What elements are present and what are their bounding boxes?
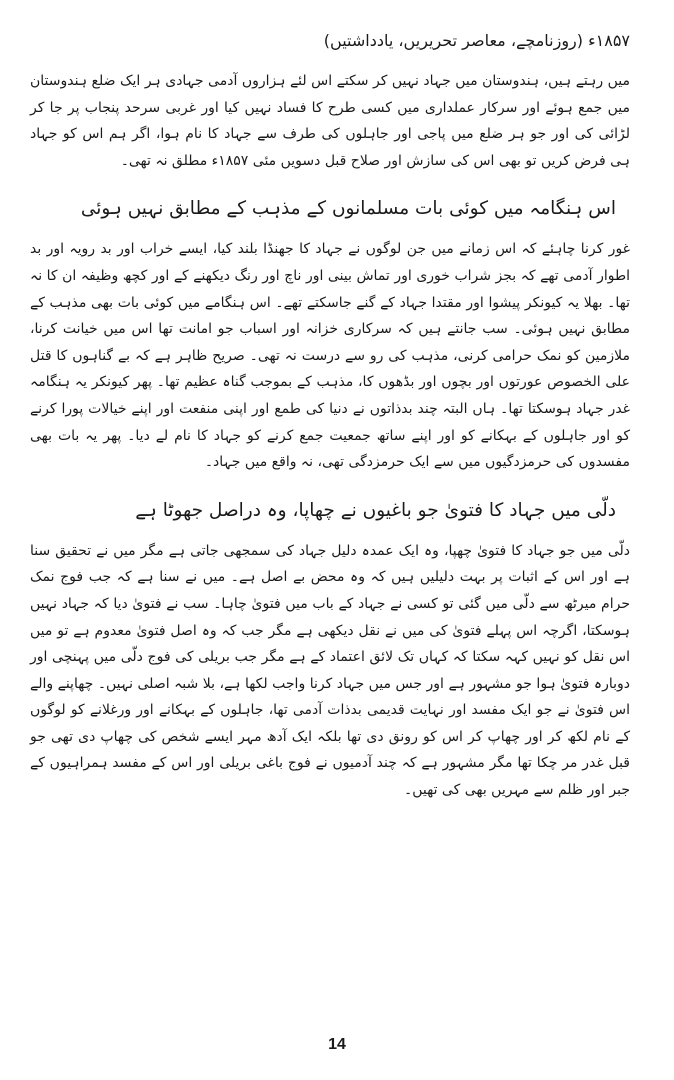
page-number: 14 bbox=[328, 1036, 346, 1053]
paragraph-intro: میں رہتے ہیں، ہندوستان میں جہاد نہیں کر سکتے اس لئے ہزاروں آدمی جہادی ہر ایک ضلع ہندوستان میں جمع ہوئے اور سرکار عملداری میں کسی طرح کا فساد نہیں کیا اور غربی سرحد پنجاب پر جا کر لڑائی کی اور جو ہر ضلع میں پاجی اور جاہلوں کی طرف سے جہاد کا نام ہوا، اگر ہم اس کو جہاد ہی فرض کریں تو بھی اس کی سازش اور صلاح قبل دسویں مئی ۱۸۵۷ء مطلق نہ تھی۔ bbox=[30, 73, 630, 169]
running-head: ۱۸۵۷ء (روزنامچے، معاصر تحریریں، یادداشتیں) bbox=[323, 31, 630, 50]
section-heading-2: دلّی میں جہاد کا فتویٰ جو باغیوں نے چھاپا، وہ دراصل جھوٹا ہے bbox=[135, 499, 616, 521]
paragraph-section-2: دلّی میں جو جہاد کا فتویٰ چھپا، وہ ایک عمدہ دلیل جہاد کی سمجھی جاتی ہے مگر میں نے تحقیق سنا ہے اور اس کے اثبات پر بہت دلیلیں ہیں کہ وہ محض بے اصل ہے۔ میں نے سنا ہے کہ جب فوج نمک حرام میرٹھ سے دلّی میں گئی تو کسی نے جہاد کے باب میں فتویٰ چاہا۔ سب نے فتویٰ دیا کہ جہاد نہیں ہوسکتا، اگرچہ اس پہلے فتویٰ کی میں نے نقل دیکھی ہے مگر جب کہ وہ اصل فتویٰ معدوم ہے تو میں اس نقل کو نہیں کہہ سکتا کہ کہاں تک لائق اعتماد کے ہے مگر جب بریلی کی فوج دلّی میں پہنچی اور دوبارہ فتویٰ ہوا جو مشہور ہے اور جس میں جہاد کرنا واجب لکھا ہے، بلا شبہ اصلی نہیں۔ چھاپنے والے اس فتویٰ نے جو ایک مفسد اور نہایت قدیمی بدذات آدمی تھا، جاہلوں کے بہکانے اور ورغلانے کو لوگوں کے نام لکھ کر اور چھاپ کر اس کو رونق دی تھا بلکہ ایک آدھ مہر ایسے شخص کی چھاپ دی تھی جو قبل غدر مر چکا تھا مگر مشہور ہے کہ چند آدمیوں نے فوج باغی بریلی اور اس کے مفسد ہمراہیوں کے جبر اور ظلم سے مہریں بھی کی تھیں۔ bbox=[30, 542, 630, 799]
paragraph-section-1: غور کرنا چاہئے کہ اس زمانے میں جن لوگوں نے جہاد کا جھنڈا بلند کیا، ایسے خراب اور بد رویہ اور بد اطوار آدمی تھے کہ بجز شراب خوری اور تماش بینی اور ناچ اور رنگ دیکھنے کے اور کچھ وظیفہ ان کا نہ تھا۔ بھلا یہ کیونکر پیشوا اور مقتدا جہاد کے گنے جاسکتے تھے۔ اس ہنگامے میں کوئی بات بھی مذہب کے مطابق نہیں ہوئی۔ سب جانتے ہیں کہ سرکاری خزانہ اور اسباب جو امانت تھا اس میں خیانت کرنا، ملازمین کو نمک حرامی کرنی، مذہب کی رو سے درست نہ تھی۔ صریح ظاہر ہے کہ بے گناہوں کا قتل علی الخصوص عورتوں اور بچوں اور بڈھوں کا، مذہب کے بموجب گناہ عظیم تھا۔ پھر کیونکر یہ ہنگامہ غدر جہاد ہوسکتا تھا۔ ہاں البتہ چند بدذاتوں نے دنیا کی طمع اور اپنی منفعت اور اپنے خیالات پورا کرنے کو اور جاہلوں کے بہکانے کو اور اپنے ساتھ جمعیت جمع کرنے کو جہاد کا نام لے دیا۔ پھر یہ بات بھی مفسدوں کی حرمزدگیوں میں سے ایک حرمزدگی تھی، نہ واقع میں جہاد۔ bbox=[30, 241, 630, 471]
section-heading-1: اس ہنگامہ میں کوئی بات مسلمانوں کے مذہب کے مطابق نہیں ہوئی bbox=[80, 198, 616, 220]
